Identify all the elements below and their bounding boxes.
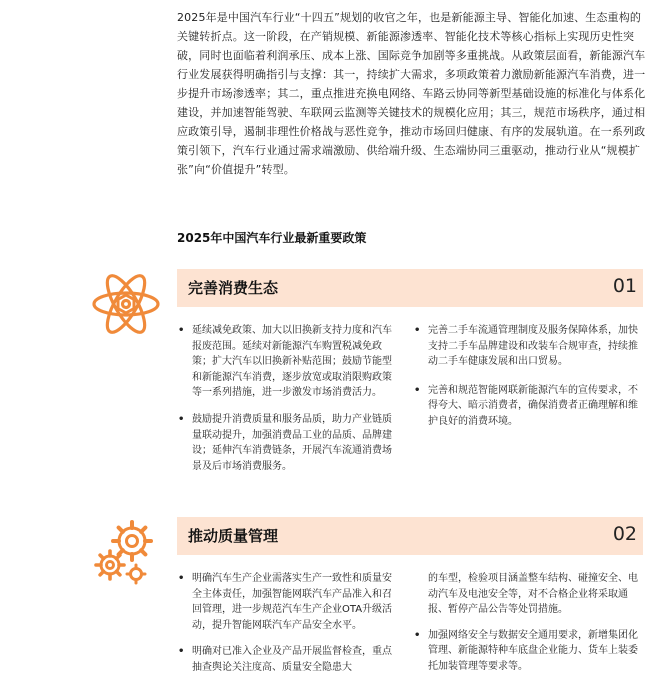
- gears-icon: [94, 517, 162, 585]
- list-item-text: 完善二手车流通管理制度及服务保障体系，加快支持二手车品牌建设和改装车合规审查，持续推动二手车健康发展和出口贸易。: [428, 325, 638, 368]
- section-header-title: 完善消费生态: [188, 279, 279, 297]
- section-header-number: 02: [612, 523, 637, 545]
- list-item-text: 加强网络安全与数据安全通用要求，新增集团化管理、新能源特种车底盘企业能力、货车上装委托加装管理等要求等。: [428, 629, 638, 672]
- list-item-text: 明确汽车生产企业需落实生产一致性和质量安全主体责任，加强智能网联汽车产品准入和召回管理，进一步规范汽车生产企业OTA升级活动，提升智能网联汽车产品安全水平。: [192, 573, 393, 631]
- bullet: •: [178, 573, 185, 584]
- section-title: 2025年中国汽车行业最新重要政策: [177, 231, 367, 245]
- section-left-column: [178, 323, 400, 485]
- list-item-text: 鼓励提升消费质量和服务品质，助力产业链质量联动提升，加强消费品工业的品质、品牌建设；延伸汽车消费链条，开展汽车流通消费场景及后市场消费服务。: [192, 413, 392, 472]
- section-right-column: [414, 323, 644, 441]
- list-item-text: 延续减免政策、加大以旧换新支持力度和汽车报废范围。延续对新能源汽车购置税减免政策；扩大汽车以旧换新补贴范围；鼓励节能型和新能源汽车消费，逐步放宽或取消限购政策等一系列措施，进一步激发市场消费活力。: [192, 325, 392, 399]
- section-header-number: 01: [612, 275, 637, 297]
- section-header-title: 推动质量管理: [188, 527, 279, 545]
- list-item: [178, 571, 400, 633]
- bullet: •: [414, 384, 421, 396]
- bullet: •: [414, 629, 421, 641]
- list-item-text: 明确对已准入企业及产品开展监督检查，重点抽查舆论关注度高、质量安全隐患大: [192, 646, 392, 673]
- list-item: [178, 412, 400, 474]
- section-header-quality: [177, 517, 643, 555]
- bullet: •: [178, 413, 185, 425]
- list-item: [414, 628, 644, 675]
- intro-paragraph: 2025年是中国汽车行业“十四五”规划的收官之年，也是新能源主导、智能化加速、生态重构的关键转折点。这一阶段，在产销规模、新能源渗透率、智能化技术等核心指标上实现历史性突破，同时也面临着利润承压、成本上涨、国际竞争加剧等多重挑战。从政策层面看，新能源汽车行业发展获得明确指引与支撑：其一，持续扩大需求，多项政策着力激励新能源汽车消费，进一步提升市场渗透率；其二，重点推进充换电网络、车路云协同等新型基础设施的标准化与体系化建设，并加速智能驾驶、车联网云监测等关键技术的规模化应用；其三，规范市场秩序，通过相应政策引导，遏制非理性价格战与恶性竞争，推动市场回归健康、有序的发展轨道。在一系列政策引领下，汽车行业通过需求端激励、供给端升级、生态端协同三重驱动，推动行业从“规模扩张”向“价值提升”转型。: [177, 11, 646, 176]
- section-left-column: [178, 571, 400, 687]
- bullet: •: [178, 646, 185, 658]
- atom-icon: [90, 268, 162, 340]
- section-right-column: [414, 571, 644, 686]
- bullet: •: [178, 325, 185, 336]
- list-item: [178, 644, 400, 675]
- list-item: [414, 571, 644, 618]
- list-item: [414, 383, 644, 430]
- list-item-text: 的车型，检验项目涵盖整车结构、碰撞安全、电动汽车及电池安全等，对不合格企业将采取通报、暂停产品公告等处罚措施。: [428, 573, 638, 616]
- list-item: [414, 323, 644, 370]
- list-item-text: 完善和规范智能网联新能源汽车的宣传要求，不得夸大、暗示消费者，确保消费者正确理解和维护良好的消费环境。: [428, 384, 638, 427]
- bullet: •: [414, 325, 421, 336]
- list-item: [178, 323, 400, 401]
- section-header-consumption: [177, 269, 643, 307]
